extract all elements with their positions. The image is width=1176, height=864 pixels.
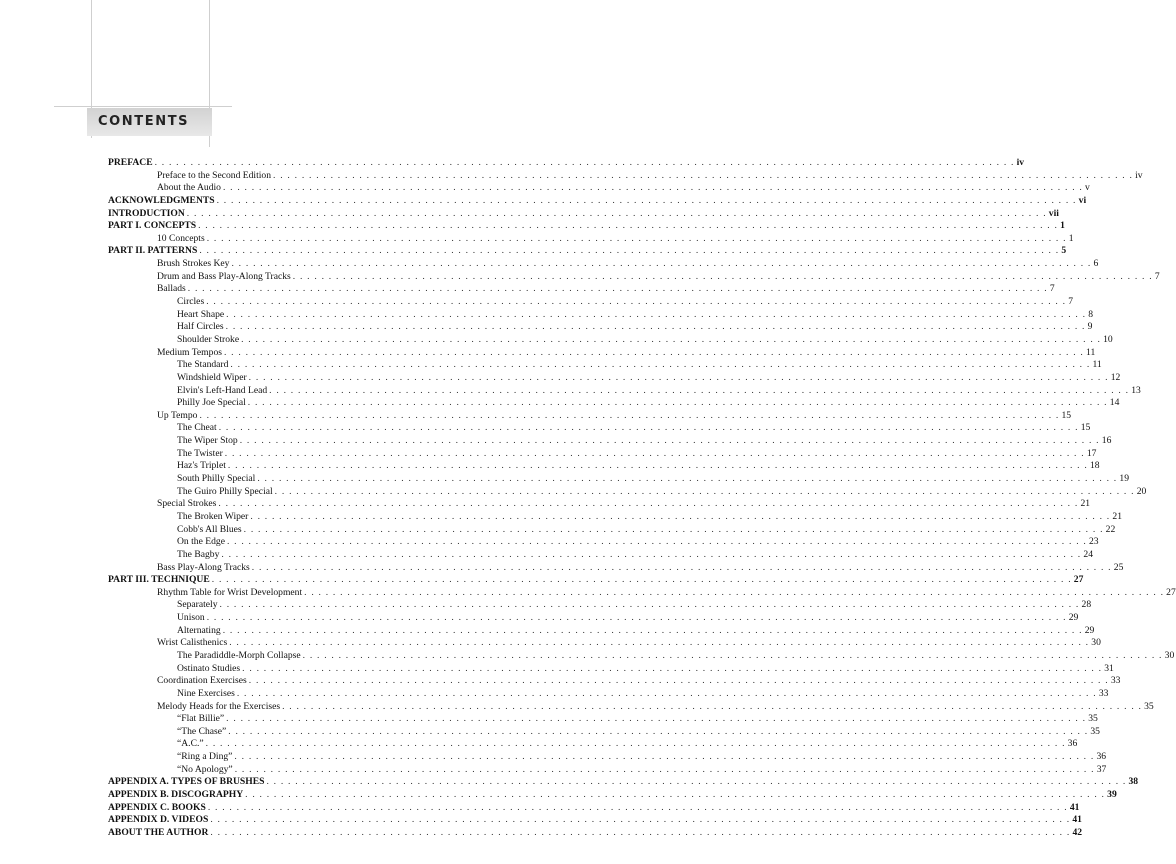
dot-leader: . . . . . . . . . . . . . . . . . . . . . . . . . . . . . . . . . . . . . . . . . . . . . . . . . . . . . . . . . . . . . . . . . . . . . . . . . . . . . . . . . . . . . . . . . . . . . . . . . . . . . . . . . . . . . . . . . . . . . . . . <box>205 738 1066 750</box>
dot-leader: . . . . . . . . . . . . . . . . . . . . . . . . . . . . . . . . . . . . . . . . . . . . . . . . . . . . . . . . . . . . . . . . . . . . . . . . . . . . . . . . . . . . . . . . . . . . . . . . . . . . . . . . . . . . . . . . . . . . . . . . <box>226 536 1087 548</box>
dot-leader: . . . . . . . . . . . . . . . . . . . . . . . . . . . . . . . . . . . . . . . . . . . . . . . . . . . . . . . . . . . . . . . . . . . . . . . . . . . . . . . . . . . . . . . . . . . . . . . . . . . . . . . . . . . . . . . . . . . . . . . . <box>230 359 1091 371</box>
toc-entry[interactable] <box>108 624 1095 638</box>
toc-entry-page-number: 37 <box>1096 763 1107 775</box>
dot-leader: . . . . . . . . . . . . . . . . . . . . . . . . . . . . . . . . . . . . . . . . . . . . . . . . . . . . . . . . . . . . . . . . . . . . . . . . . . . . . . . . . . . . . . . . . . . . . . . . . . . . . . . . . . . . . . . . . . . . . . . . <box>236 687 1097 699</box>
toc-entry[interactable] <box>108 321 1093 334</box>
toc-entry-page-number: 5 <box>1061 245 1067 257</box>
dot-leader: . . . . . . . . . . . . . . . . . . . . . . . . . . . . . . . . . . . . . . . . . . . . . . . . . . . . . . . . . . . . . . . . . . . . . . . . . . . . . . . . . . . . . . . . . . . . . . . . . . . . . . . . . . . . . . . . . . . . . . . . <box>206 232 1067 244</box>
dot-leader: . . . . . . . . . . . . . . . . . . . . . . . . . . . . . . . . . . . . . . . . . . . . . . . . . . . . . . . . . . . . . . . . . . . . . . . . . . . . . . . . . . . . . . . . . . . . . . . . . . . . . . . . . . . . . . . . . . . . . . . . <box>216 194 1077 206</box>
toc-entry[interactable] <box>108 447 1097 461</box>
dot-leader: . . . . . . . . . . . . . . . . . . . . . . . . . . . . . . . . . . . . . . . . . . . . . . . . . . . . . . . . . . . . . . . . . . . . . . . . . . . . . . . . . . . . . . . . . . . . . . . . . . . . . . . . . . . . . . . . . . . . . . . . <box>257 473 1118 485</box>
table-of-contents <box>108 157 1176 840</box>
toc-entry[interactable] <box>108 763 1107 777</box>
toc-entry-page-number: 10 <box>1103 333 1113 345</box>
toc-entry[interactable] <box>108 548 1093 562</box>
toc-entry-title: Alternating <box>177 624 221 636</box>
toc-entry-title: Unison <box>177 612 205 624</box>
toc-entry-page-number: 18 <box>1089 460 1100 472</box>
toc-entry[interactable] <box>108 169 1143 183</box>
toc-entry[interactable] <box>108 523 1116 537</box>
toc-entry-page-number: 42 <box>1072 826 1083 838</box>
toc-entry-page-number: 24 <box>1083 548 1093 560</box>
toc-entry[interactable] <box>108 814 1082 827</box>
dot-leader: . . . . . . . . . . . . . . . . . . . . . . . . . . . . . . . . . . . . . . . . . . . . . . . . . . . . . . . . . . . . . . . . . . . . . . . . . . . . . . . . . . . . . . . . . . . . . . . . . . . . . . . . . . . . . . . . . . . . . . . . <box>266 776 1127 788</box>
toc-entry-page-number: 35 <box>1090 725 1100 737</box>
toc-entry[interactable] <box>108 308 1093 322</box>
dot-leader: . . . . . . . . . . . . . . . . . . . . . . . . . . . . . . . . . . . . . . . . . . . . . . . . . . . . . . . . . . . . . . . . . . . . . . . . . . . . . . . . . . . . . . . . . . . . . . . . . . . . . . . . . . . . . . . . . . . . . . . . <box>250 510 1111 522</box>
toc-entry[interactable] <box>108 409 1072 423</box>
dot-leader: . . . . . . . . . . . . . . . . . . . . . . . . . . . . . . . . . . . . . . . . . . . . . . . . . . . . . . . . . . . . . . . . . . . . . . . . . . . . . . . . . . . . . . . . . . . . . . . . . . . . . . . . . . . . . . . . . . . . . . . . <box>251 561 1112 573</box>
dot-leader: . . . . . . . . . . . . . . . . . . . . . . . . . . . . . . . . . . . . . . . . . . . . . . . . . . . . . . . . . . . . . . . . . . . . . . . . . . . . . . . . . . . . . . . . . . . . . . . . . . . . . . . . . . . . . . . . . . . . . . . . <box>242 662 1103 674</box>
dot-leader: . . . . . . . . . . . . . . . . . . . . . . . . . . . . . . . . . . . . . . . . . . . . . . . . . . . . . . . . . . . . . . . . . . . . . . . . . . . . . . . . . . . . . . . . . . . . . . . . . . . . . . . . . . . . . . . . . . . . . . . . <box>206 612 1067 624</box>
toc-entry-title: Coordination Exercises <box>157 675 247 687</box>
toc-entry-title: The Guiro Philly Special <box>177 485 273 497</box>
toc-entry-title: PART III. TECHNIQUE <box>108 574 210 586</box>
toc-entry-page-number: iv <box>1135 169 1143 181</box>
toc-entry[interactable] <box>108 157 1025 170</box>
dot-leader: . . . . . . . . . . . . . . . . . . . . . . . . . . . . . . . . . . . . . . . . . . . . . . . . . . . . . . . . . . . . . . . . . . . . . . . . . . . . . . . . . . . . . . . . . . . . . . . . . . . . . . . . . . . . . . . . . . . . . . . . <box>199 245 1060 257</box>
toc-entry[interactable] <box>108 422 1091 435</box>
toc-entry[interactable] <box>108 599 1092 612</box>
toc-entry-page-number: 30 <box>1164 649 1175 661</box>
toc-entry-title: “The Chase” <box>177 725 227 737</box>
toc-entry[interactable] <box>108 725 1100 739</box>
toc-entry[interactable] <box>108 789 1117 802</box>
toc-entry-title: Nine Exercises <box>177 687 235 699</box>
toc-entry[interactable] <box>108 713 1098 726</box>
toc-entry[interactable] <box>108 296 1074 309</box>
toc-entry-page-number: 8 <box>1088 308 1093 320</box>
toc-entry[interactable] <box>108 498 1091 511</box>
dot-leader: . . . . . . . . . . . . . . . . . . . . . . . . . . . . . . . . . . . . . . . . . . . . . . . . . . . . . . . . . . . . . . . . . . . . . . . . . . . . . . . . . . . . . . . . . . . . . . . . . . . . . . . . . . . . . . . . . . . . . . . . <box>222 182 1083 194</box>
toc-entry-title: The Paradiddle-Morph Collapse <box>177 649 301 661</box>
toc-entry-title: APPENDIX C. BOOKS <box>108 801 206 813</box>
toc-entry-title: APPENDIX B. DISCOGRAPHY <box>108 789 244 801</box>
toc-entry-title: Drum and Bass Play-Along Tracks <box>157 270 291 282</box>
toc-entry-page-number: 28 <box>1081 599 1092 611</box>
dot-leader: . . . . . . . . . . . . . . . . . . . . . . . . . . . . . . . . . . . . . . . . . . . . . . . . . . . . . . . . . . . . . . . . . . . . . . . . . . . . . . . . . . . . . . . . . . . . . . . . . . . . . . . . . . . . . . . . . . . . . . . . <box>292 270 1153 282</box>
toc-entry-page-number: 23 <box>1089 536 1099 548</box>
toc-entry[interactable] <box>108 435 1112 448</box>
toc-entry[interactable] <box>108 371 1121 385</box>
toc-entry-title: South Philly Special <box>177 473 256 485</box>
toc-entry-page-number: 12 <box>1110 371 1121 383</box>
toc-entry-page-number: 11 <box>1086 346 1096 358</box>
toc-entry[interactable] <box>108 232 1074 246</box>
toc-entry[interactable] <box>108 460 1100 473</box>
toc-entry-title: Rhythm Table for Wrist Development <box>157 586 303 598</box>
toc-entry-page-number: 36 <box>1096 751 1107 763</box>
toc-entry[interactable] <box>108 485 1147 499</box>
dot-leader: . . . . . . . . . . . . . . . . . . . . . . . . . . . . . . . . . . . . . . . . . . . . . . . . . . . . . . . . . . . . . . . . . . . . . . . . . . . . . . . . . . . . . . . . . . . . . . . . . . . . . . . . . . . . . . . . . . . . . . . . <box>221 548 1082 560</box>
toc-entry-page-number: 29 <box>1068 612 1079 624</box>
toc-entry-page-number: iv <box>1016 157 1025 168</box>
dot-leader: . . . . . . . . . . . . . . . . . . . . . . . . . . . . . . . . . . . . . . . . . . . . . . . . . . . . . . . . . . . . . . . . . . . . . . . . . . . . . . . . . . . . . . . . . . . . . . . . . . . . . . . . . . . . . . . . . . . . . . . . <box>234 763 1095 775</box>
toc-entry-page-number: v <box>1085 182 1090 194</box>
toc-entry[interactable] <box>108 612 1079 625</box>
toc-entry-title: “Flat Billie” <box>177 713 225 725</box>
toc-entry-title: Ostinato Studies <box>177 662 241 674</box>
toc-entry-title: Bass Play-Along Tracks <box>157 561 250 573</box>
dot-leader: . . . . . . . . . . . . . . . . . . . . . . . . . . . . . . . . . . . . . . . . . . . . . . . . . . . . . . . . . . . . . . . . . . . . . . . . . . . . . . . . . . . . . . . . . . . . . . . . . . . . . . . . . . . . . . . . . . . . . . . . <box>247 397 1108 409</box>
toc-entry-title: Haz's Triplet <box>177 460 226 472</box>
toc-entry-title: The Cheat <box>177 422 217 434</box>
toc-entry[interactable] <box>108 270 1160 284</box>
toc-entry-title: Shoulder Stroke <box>177 333 240 345</box>
toc-entry-title: PREFACE <box>108 157 153 168</box>
toc-entry-title: “No Apology” <box>177 763 233 775</box>
dot-leader: . . . . . . . . . . . . . . . . . . . . . . . . . . . . . . . . . . . . . . . . . . . . . . . . . . . . . . . . . . . . . . . . . . . . . . . . . . . . . . . . . . . . . . . . . . . . . . . . . . . . . . . . . . . . . . . . . . . . . . . . <box>245 789 1106 801</box>
toc-entry-title: INTRODUCTION <box>108 207 185 219</box>
dot-leader: . . . . . . . . . . . . . . . . . . . . . . . . . . . . . . . . . . . . . . . . . . . . . . . . . . . . . . . . . . . . . . . . . . . . . . . . . . . . . . . . . . . . . . . . . . . . . . . . . . . . . . . . . . . . . . . . . . . . . . . . <box>198 220 1059 232</box>
toc-entry-page-number: 7 <box>1154 270 1160 282</box>
toc-entry[interactable] <box>108 662 1114 676</box>
toc-entry-title: Philly Joe Special <box>177 397 246 409</box>
toc-entry[interactable] <box>108 675 1121 688</box>
toc-entry-page-number: 22 <box>1105 523 1116 535</box>
toc-entry-page-number: 15 <box>1061 409 1072 421</box>
dot-leader: . . . . . . . . . . . . . . . . . . . . . . . . . . . . . . . . . . . . . . . . . . . . . . . . . . . . . . . . . . . . . . . . . . . . . . . . . . . . . . . . . . . . . . . . . . . . . . . . . . . . . . . . . . . . . . . . . . . . . . . . <box>225 321 1086 333</box>
dot-leader: . . . . . . . . . . . . . . . . . . . . . . . . . . . . . . . . . . . . . . . . . . . . . . . . . . . . . . . . . . . . . . . . . . . . . . . . . . . . . . . . . . . . . . . . . . . . . . . . . . . . . . . . . . . . . . . . . . . . . . . . <box>274 485 1135 497</box>
toc-entry[interactable] <box>108 359 1102 372</box>
toc-entry-title: Preface to the Second Edition <box>157 169 272 181</box>
toc-entry[interactable] <box>108 801 1080 815</box>
toc-entry-page-number: 35 <box>1088 713 1098 725</box>
dot-leader: . . . . . . . . . . . . . . . . . . . . . . . . . . . . . . . . . . . . . . . . . . . . . . . . . . . . . . . . . . . . . . . . . . . . . . . . . . . . . . . . . . . . . . . . . . . . . . . . . . . . . . . . . . . . . . . . . . . . . . . . <box>226 308 1087 320</box>
toc-entry-title: APPENDIX A. TYPES OF BRUSHES <box>108 776 265 788</box>
dot-leader: . . . . . . . . . . . . . . . . . . . . . . . . . . . . . . . . . . . . . . . . . . . . . . . . . . . . . . . . . . . . . . . . . . . . . . . . . . . . . . . . . . . . . . . . . . . . . . . . . . . . . . . . . . . . . . . . . . . . . . . . <box>269 384 1130 396</box>
toc-entry-title: 10 Concepts <box>157 232 205 244</box>
toc-entry-page-number: 13 <box>1131 384 1141 396</box>
dot-leader: . . . . . . . . . . . . . . . . . . . . . . . . . . . . . . . . . . . . . . . . . . . . . . . . . . . . . . . . . . . . . . . . . . . . . . . . . . . . . . . . . . . . . . . . . . . . . . . . . . . . . . . . . . . . . . . . . . . . . . . . <box>210 826 1071 838</box>
dot-leader: . . . . . . . . . . . . . . . . . . . . . . . . . . . . . . . . . . . . . . . . . . . . . . . . . . . . . . . . . . . . . . . . . . . . . . . . . . . . . . . . . . . . . . . . . . . . . . . . . . . . . . . . . . . . . . . . . . . . . . . . <box>224 447 1085 459</box>
toc-entry-page-number: 15 <box>1080 422 1091 434</box>
toc-entry[interactable] <box>108 700 1154 714</box>
toc-entry-title: The Twister <box>177 447 223 459</box>
toc-entry[interactable] <box>108 182 1090 195</box>
dot-leader: . . . . . . . . . . . . . . . . . . . . . . . . . . . . . . . . . . . . . . . . . . . . . . . . . . . . . . . . . . . . . . . . . . . . . . . . . . . . . . . . . . . . . . . . . . . . . . . . . . . . . . . . . . . . . . . . . . . . . . . . <box>302 649 1163 661</box>
toc-entry[interactable] <box>108 333 1113 347</box>
toc-entry-title: Medium Tempos <box>157 346 222 358</box>
dot-leader: . . . . . . . . . . . . . . . . . . . . . . . . . . . . . . . . . . . . . . . . . . . . . . . . . . . . . . . . . . . . . . . . . . . . . . . . . . . . . . . . . . . . . . . . . . . . . . . . . . . . . . . . . . . . . . . . . . . . . . . . <box>210 814 1071 826</box>
toc-entry[interactable] <box>108 687 1109 701</box>
toc-entry-title: “Ring a Ding” <box>177 751 233 763</box>
dot-leader: . . . . . . . . . . . . . . . . . . . . . . . . . . . . . . . . . . . . . . . . . . . . . . . . . . . . . . . . . . . . . . . . . . . . . . . . . . . . . . . . . . . . . . . . . . . . . . . . . . . . . . . . . . . . . . . . . . . . . . . . <box>222 624 1083 636</box>
toc-entry-title: Ballads <box>157 283 186 295</box>
toc-entry-title: The Broken Wiper <box>177 510 249 522</box>
dot-leader: . . . . . . . . . . . . . . . . . . . . . . . . . . . . . . . . . . . . . . . . . . . . . . . . . . . . . . . . . . . . . . . . . . . . . . . . . . . . . . . . . . . . . . . . . . . . . . . . . . . . . . . . . . . . . . . . . . . . . . . . <box>218 422 1079 434</box>
toc-entry-page-number: 19 <box>1119 473 1129 485</box>
toc-entry-page-number: vii <box>1048 207 1059 219</box>
toc-entry-title: About the Audio <box>157 182 221 194</box>
toc-entry-title: APPENDIX D. VIDEOS <box>108 814 209 826</box>
toc-entry-title: The Bagby <box>177 548 220 560</box>
toc-entry[interactable] <box>108 561 1124 575</box>
toc-entry-title: Wrist Calisthenics <box>157 637 228 649</box>
toc-entry[interactable] <box>108 776 1139 789</box>
toc-entry-page-number: 16 <box>1101 435 1112 447</box>
toc-entry-page-number: 31 <box>1104 662 1114 674</box>
toc-entry[interactable] <box>108 258 1099 271</box>
toc-entry-title: Melody Heads for the Exercises <box>157 700 281 712</box>
toc-entry-page-number: 14 <box>1109 397 1120 409</box>
toc-entry-title: Windshield Wiper <box>177 371 247 383</box>
toc-entry[interactable] <box>108 649 1175 663</box>
toc-entry-title: Separately <box>177 599 218 611</box>
toc-entry-page-number: 1 <box>1068 232 1074 244</box>
dot-leader: . . . . . . . . . . . . . . . . . . . . . . . . . . . . . . . . . . . . . . . . . . . . . . . . . . . . . . . . . . . . . . . . . . . . . . . . . . . . . . . . . . . . . . . . . . . . . . . . . . . . . . . . . . . . . . . . . . . . . . . . <box>243 523 1104 535</box>
toc-entry[interactable] <box>108 207 1059 221</box>
dot-leader: . . . . . . . . . . . . . . . . . . . . . . . . . . . . . . . . . . . . . . . . . . . . . . . . . . . . . . . . . . . . . . . . . . . . . . . . . . . . . . . . . . . . . . . . . . . . . . . . . . . . . . . . . . . . . . . . . . . . . . . . <box>229 637 1090 649</box>
toc-entry[interactable] <box>108 574 1084 587</box>
toc-entry-title: Heart Shape <box>177 308 225 320</box>
toc-entry-title: Cobb's All Blues <box>177 523 242 535</box>
toc-entry-title: Circles <box>177 296 205 308</box>
toc-entry-page-number: 21 <box>1112 510 1122 522</box>
toc-entry[interactable] <box>108 510 1122 524</box>
toc-entry-page-number: 38 <box>1128 776 1139 788</box>
toc-entry[interactable] <box>108 586 1176 600</box>
toc-entry-page-number: 7 <box>1068 296 1074 308</box>
toc-entry-title: Special Strokes <box>157 498 217 510</box>
toc-entry-page-number: 27 <box>1073 574 1084 586</box>
dot-leader: . . . . . . . . . . . . . . . . . . . . . . . . . . . . . . . . . . . . . . . . . . . . . . . . . . . . . . . . . . . . . . . . . . . . . . . . . . . . . . . . . . . . . . . . . . . . . . . . . . . . . . . . . . . . . . . . . . . . . . . . <box>218 498 1079 510</box>
toc-entry[interactable] <box>108 536 1099 549</box>
dot-leader: . . . . . . . . . . . . . . . . . . . . . . . . . . . . . . . . . . . . . . . . . . . . . . . . . . . . . . . . . . . . . . . . . . . . . . . . . . . . . . . . . . . . . . . . . . . . . . . . . . . . . . . . . . . . . . . . . . . . . . . . <box>199 409 1060 421</box>
dot-leader: . . . . . . . . . . . . . . . . . . . . . . . . . . . . . . . . . . . . . . . . . . . . . . . . . . . . . . . . . . . . . . . . . . . . . . . . . . . . . . . . . . . . . . . . . . . . . . . . . . . . . . . . . . . . . . . . . . . . . . . . <box>219 599 1080 611</box>
dot-leader: . . . . . . . . . . . . . . . . . . . . . . . . . . . . . . . . . . . . . . . . . . . . . . . . . . . . . . . . . . . . . . . . . . . . . . . . . . . . . . . . . . . . . . . . . . . . . . . . . . . . . . . . . . . . . . . . . . . . . . . . <box>273 169 1134 181</box>
dot-leader: . . . . . . . . . . . . . . . . . . . . . . . . . . . . . . . . . . . . . . . . . . . . . . . . . . . . . . . . . . . . . . . . . . . . . . . . . . . . . . . . . . . . . . . . . . . . . . . . . . . . . . . . . . . . . . . . . . . . . . . . <box>239 435 1100 447</box>
dot-leader: . . . . . . . . . . . . . . . . . . . . . . . . . . . . . . . . . . . . . . . . . . . . . . . . . . . . . . . . . . . . . . . . . . . . . . . . . . . . . . . . . . . . . . . . . . . . . . . . . . . . . . . . . . . . . . . . . . . . . . . . <box>186 207 1047 219</box>
toc-entry-title: The Wiper Stop <box>177 435 238 447</box>
toc-entry-page-number: 41 <box>1072 814 1082 826</box>
dot-leader: . . . . . . . . . . . . . . . . . . . . . . . . . . . . . . . . . . . . . . . . . . . . . . . . . . . . . . . . . . . . . . . . . . . . . . . . . . . . . . . . . . . . . . . . . . . . . . . . . . . . . . . . . . . . . . . . . . . . . . . . <box>248 371 1109 383</box>
toc-entry[interactable] <box>108 473 1129 486</box>
toc-entry-page-number: 25 <box>1113 561 1124 573</box>
dot-leader: . . . . . . . . . . . . . . . . . . . . . . . . . . . . . . . . . . . . . . . . . . . . . . . . . . . . . . . . . . . . . . . . . . . . . . . . . . . . . . . . . . . . . . . . . . . . . . . . . . . . . . . . . . . . . . . . . . . . . . . . <box>223 346 1085 358</box>
toc-entry-title: Brush Strokes Key <box>157 258 230 270</box>
dot-leader: . . . . . . . . . . . . . . . . . . . . . . . . . . . . . . . . . . . . . . . . . . . . . . . . . . . . . . . . . . . . . . . . . . . . . . . . . . . . . . . . . . . . . . . . . . . . . . . . . . . . . . . . . . . . . . . . . . . . . . . . <box>248 675 1109 687</box>
toc-entry-page-number: 17 <box>1086 447 1097 459</box>
toc-entry-page-number: 6 <box>1093 258 1099 270</box>
dot-leader: . . . . . . . . . . . . . . . . . . . . . . . . . . . . . . . . . . . . . . . . . . . . . . . . . . . . . . . . . . . . . . . . . . . . . . . . . . . . . . . . . . . . . . . . . . . . . . . . . . . . . . . . . . . . . . . . . . . . . . . . <box>228 725 1089 737</box>
dot-leader: . . . . . . . . . . . . . . . . . . . . . . . . . . . . . . . . . . . . . . . . . . . . . . . . . . . . . . . . . . . . . . . . . . . . . . . . . . . . . . . . . . . . . . . . . . . . . . . . . . . . . . . . . . . . . . . . . . . . . . . . <box>206 296 1067 308</box>
toc-entry-title: Elvin's Left-Hand Lead <box>177 384 268 396</box>
toc-entry[interactable] <box>108 283 1055 296</box>
toc-entry-page-number: 9 <box>1087 321 1093 333</box>
dot-leader: . . . . . . . . . . . . . . . . . . . . . . . . . . . . . . . . . . . . . . . . . . . . . . . . . . . . . . . . . . . . . . . . . . . . . . . . . . . . . . . . . . . . . . . . . . . . . . . . . . . . . . . . . . . . . . . . . . . . . . . . <box>211 574 1072 586</box>
dot-leader: . . . . . . . . . . . . . . . . . . . . . . . . . . . . . . . . . . . . . . . . . . . . . . . . . . . . . . . . . . . . . . . . . . . . . . . . . . . . . . . . . . . . . . . . . . . . . . . . . . . . . . . . . . . . . . . . . . . . . . . . <box>231 258 1092 270</box>
dot-leader: . . . . . . . . . . . . . . . . . . . . . . . . . . . . . . . . . . . . . . . . . . . . . . . . . . . . . . . . . . . . . . . . . . . . . . . . . . . . . . . . . . . . . . . . . . . . . . . . . . . . . . . . . . . . . . . . . . . . . . . . <box>304 586 1165 598</box>
toc-entry[interactable] <box>108 220 1065 233</box>
toc-entry[interactable] <box>108 397 1120 410</box>
dot-leader: . . . . . . . . . . . . . . . . . . . . . . . . . . . . . . . . . . . . . . . . . . . . . . . . . . . . . . . . . . . . . . . . . . . . . . . . . . . . . . . . . . . . . . . . . . . . . . . . . . . . . . . . . . . . . . . . . . . . . . . . <box>154 157 1015 168</box>
toc-entry-page-number: 36 <box>1067 738 1078 750</box>
crop-rule-horizontal <box>54 106 232 107</box>
toc-entry[interactable] <box>108 384 1141 398</box>
toc-entry-title: PART II. PATTERNS <box>108 245 198 257</box>
toc-entry-page-number: 41 <box>1069 801 1080 813</box>
toc-entry-page-number: 33 <box>1110 675 1121 687</box>
toc-entry-page-number: 21 <box>1080 498 1091 510</box>
dot-leader: . . . . . . . . . . . . . . . . . . . . . . . . . . . . . . . . . . . . . . . . . . . . . . . . . . . . . . . . . . . . . . . . . . . . . . . . . . . . . . . . . . . . . . . . . . . . . . . . . . . . . . . . . . . . . . . . . . . . . . . . <box>234 751 1095 763</box>
toc-entry-page-number: 30 <box>1091 637 1101 649</box>
page-title: CONTENTS <box>98 114 190 129</box>
toc-entry[interactable] <box>108 346 1096 360</box>
toc-entry[interactable] <box>108 637 1101 650</box>
toc-entry-page-number: vi <box>1078 194 1087 206</box>
toc-entry-page-number: 39 <box>1107 789 1117 801</box>
toc-entry-page-number: 35 <box>1144 700 1154 712</box>
toc-entry[interactable] <box>108 738 1078 751</box>
toc-entry-title: “A.C.” <box>177 738 204 750</box>
dot-leader: . . . . . . . . . . . . . . . . . . . . . . . . . . . . . . . . . . . . . . . . . . . . . . . . . . . . . . . . . . . . . . . . . . . . . . . . . . . . . . . . . . . . . . . . . . . . . . . . . . . . . . . . . . . . . . . . . . . . . . . . <box>227 460 1088 472</box>
toc-entry-title: The Standard <box>177 359 229 371</box>
toc-entry[interactable] <box>108 751 1107 764</box>
toc-entry-title: PART I. CONCEPTS <box>108 220 197 232</box>
toc-entry[interactable] <box>108 826 1083 840</box>
toc-entry-page-number: 7 <box>1049 283 1055 295</box>
dot-leader: . . . . . . . . . . . . . . . . . . . . . . . . . . . . . . . . . . . . . . . . . . . . . . . . . . . . . . . . . . . . . . . . . . . . . . . . . . . . . . . . . . . . . . . . . . . . . . . . . . . . . . . . . . . . . . . . . . . . . . . . <box>282 700 1143 712</box>
dot-leader: . . . . . . . . . . . . . . . . . . . . . . . . . . . . . . . . . . . . . . . . . . . . . . . . . . . . . . . . . . . . . . . . . . . . . . . . . . . . . . . . . . . . . . . . . . . . . . . . . . . . . . . . . . . . . . . . . . . . . . . . <box>241 333 1102 345</box>
toc-entry[interactable] <box>108 194 1087 208</box>
toc-entry-page-number: 1 <box>1060 220 1065 232</box>
toc-entry[interactable] <box>108 245 1067 258</box>
toc-entry-title: On the Edge <box>177 536 225 548</box>
toc-entry-title: Up Tempo <box>157 409 198 421</box>
dot-leader: . . . . . . . . . . . . . . . . . . . . . . . . . . . . . . . . . . . . . . . . . . . . . . . . . . . . . . . . . . . . . . . . . . . . . . . . . . . . . . . . . . . . . . . . . . . . . . . . . . . . . . . . . . . . . . . . . . . . . . . . <box>226 713 1087 725</box>
toc-entry-title: Half Circles <box>177 321 224 333</box>
toc-entry-page-number: 20 <box>1136 485 1147 497</box>
toc-entry-page-number: 33 <box>1098 687 1109 699</box>
dot-leader: . . . . . . . . . . . . . . . . . . . . . . . . . . . . . . . . . . . . . . . . . . . . . . . . . . . . . . . . . . . . . . . . . . . . . . . . . . . . . . . . . . . . . . . . . . . . . . . . . . . . . . . . . . . . . . . . . . . . . . . . <box>207 801 1068 813</box>
toc-entry-page-number: 27 <box>1166 586 1176 598</box>
toc-entry-title: ABOUT THE AUTHOR <box>108 826 209 838</box>
toc-entry-page-number: 11 <box>1092 359 1102 371</box>
toc-entry-page-number: 29 <box>1084 624 1095 636</box>
toc-entry-title: ACKNOWLEDGMENTS <box>108 194 215 206</box>
dot-leader: . . . . . . . . . . . . . . . . . . . . . . . . . . . . . . . . . . . . . . . . . . . . . . . . . . . . . . . . . . . . . . . . . . . . . . . . . . . . . . . . . . . . . . . . . . . . . . . . . . . . . . . . . . . . . . . . . . . . . . . . <box>187 283 1048 295</box>
